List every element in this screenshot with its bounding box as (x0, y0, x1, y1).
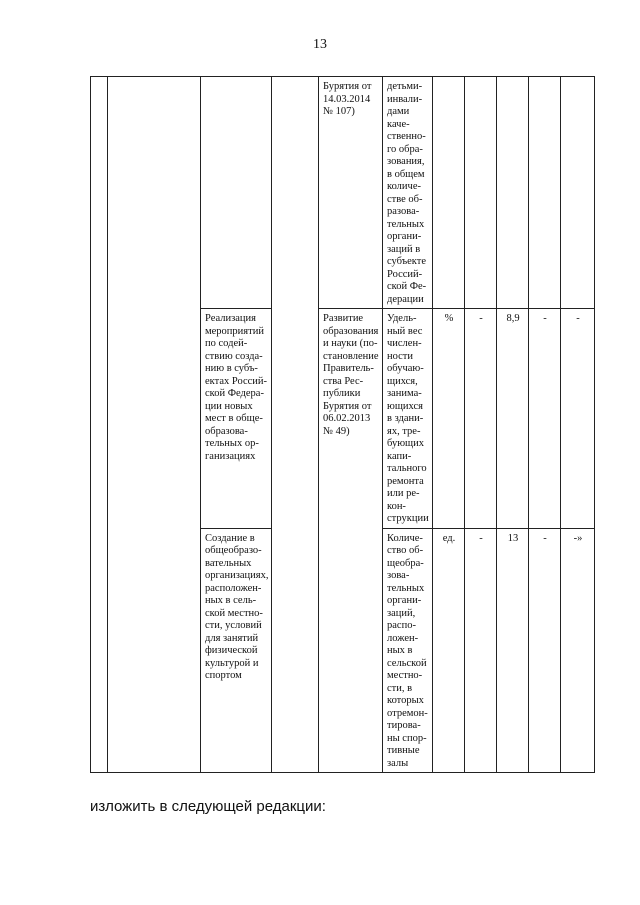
unit-cell (433, 77, 465, 309)
event-cell (201, 77, 272, 309)
indicator-cell: детьми- инвали- дами каче- ственно- го обра- зования, в общем количе- стве об- разова- тельных органи- заций в субъекте Россий- ской Фе- дерации (383, 77, 433, 309)
event-cell: Реализация мероприятий по содей- ствию созда- нию в субъ- ектах Россий- ской Федера- ции новых мест в обще- образова- тельных ор- ганизациях (201, 309, 272, 529)
value-cell: - (465, 528, 497, 773)
indicator-cell: Удель- ный вес числен- ности обучаю- щихся, занима- ющихся в здани- ях, тре- бующих капи- тального ремонта или ре- кон- струкции (383, 309, 433, 529)
value-cell: - (529, 528, 561, 773)
value-cell: 8,9 (497, 309, 529, 529)
program-cell (108, 77, 201, 773)
value-cell: -» (561, 528, 595, 773)
value-cell (561, 77, 595, 309)
value-cell: - (529, 309, 561, 529)
table-row (91, 77, 595, 309)
legal-act-cell: Развитие образования и науки (по- становление Правитель- ства Рес- публики Бурятия от 06.02.2013 № 49) (319, 309, 383, 773)
event-cell: Создание в общеобразо- вательных организациях, расположен- ных в сель- ской местно- сти, условий для занятий физической культурой и спортом (201, 528, 272, 773)
unit-cell: % (433, 309, 465, 529)
value-cell (497, 77, 529, 309)
value-cell: - (465, 309, 497, 529)
value-cell: - (561, 309, 595, 529)
footer-text: изложить в следующей редакции: (90, 798, 326, 815)
value-cell (529, 77, 561, 309)
unit-cell: ед. (433, 528, 465, 773)
executor-cell (272, 77, 319, 773)
value-cell (465, 77, 497, 309)
value-cell: 13 (497, 528, 529, 773)
number-cell (91, 77, 108, 773)
page-number: 13 (313, 37, 327, 52)
program-table (90, 76, 595, 773)
legal-act-cell: Бурятия от 14.03.2014 № 107) (319, 77, 383, 309)
indicator-cell: Количе- ство об- щеобра- зова- тельных органи- заций, распо- ложен- ных в сельской местно- сти, в которых отремон- тирова- ны спор- тивные залы (383, 528, 433, 773)
